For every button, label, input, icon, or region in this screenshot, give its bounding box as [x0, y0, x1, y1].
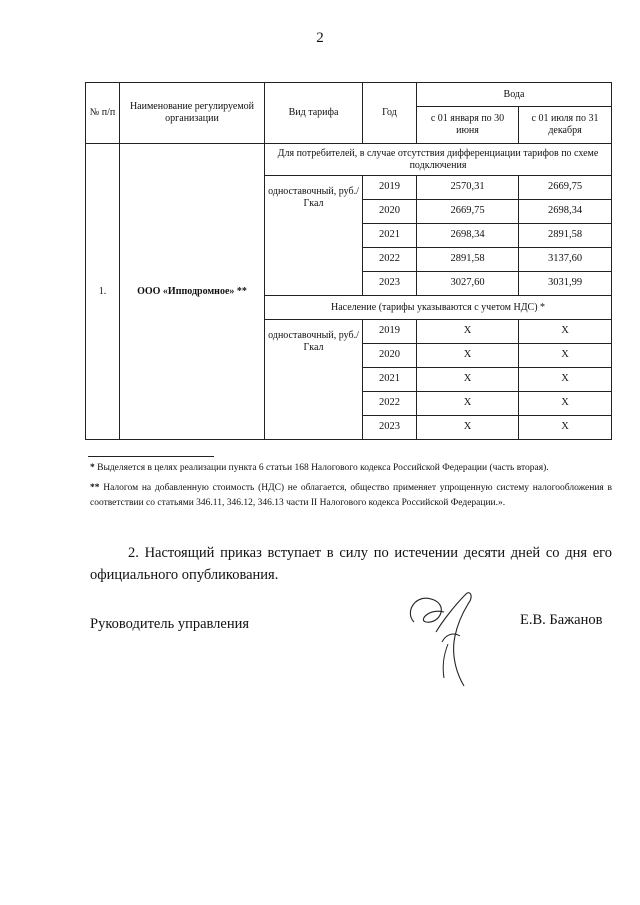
header-num: № п/п	[86, 83, 120, 144]
footnote-1	[90, 461, 612, 476]
signer-name: Е.В. Бажанов	[520, 612, 603, 628]
value-cell-period-2: X	[519, 344, 612, 368]
header-year: Год	[363, 83, 417, 144]
organization-name: ООО «Ипподромное» **	[120, 144, 265, 440]
footnote-1-text: Выделяется в целях реализации пункта 6 статьи 168 Налогового кодекса Российской Федерации (часть вторая).	[94, 463, 549, 473]
value-cell-period-1: 2669,75	[417, 200, 519, 224]
year-cell: 2021	[363, 368, 417, 392]
value-cell-period-2: 2669,75	[519, 176, 612, 200]
year-cell: 2023	[363, 272, 417, 296]
year-cell: 2019	[363, 320, 417, 344]
value-cell-period-1: 2891,58	[417, 248, 519, 272]
signature-image	[396, 582, 506, 692]
tariff-type-cell-1: одноставочный, руб./Гкал	[265, 176, 363, 296]
year-cell: 2022	[363, 392, 417, 416]
footnote-2-mark: **	[90, 483, 100, 493]
signer-title: Руководитель управления	[90, 616, 250, 632]
footnote-1-mark: *	[90, 463, 95, 473]
group-note-2: Население (тарифы указываются с учетом НДС) *	[265, 296, 612, 320]
footnote-2	[90, 481, 612, 511]
footnotes	[90, 461, 612, 516]
value-cell-period-1: 3027,60	[417, 272, 519, 296]
value-cell-period-2: 2891,58	[519, 224, 612, 248]
year-cell: 2019	[363, 176, 417, 200]
value-cell-period-2: X	[519, 368, 612, 392]
tariff-type-cell-2: одноставочный, руб./Гкал	[265, 320, 363, 440]
header-period-2: с 01 июля по 31 декабря	[519, 107, 612, 144]
value-cell-period-2: 3137,60	[519, 248, 612, 272]
order-paragraph: 2. Настоящий приказ вступает в силу по истечении десяти дней со дня его официального опубликования.	[90, 545, 612, 583]
footnote-divider	[88, 456, 214, 457]
value-cell-period-1: 2570,31	[417, 176, 519, 200]
value-cell-period-1: X	[417, 392, 519, 416]
year-cell: 2020	[363, 344, 417, 368]
header-period-1: с 01 января по 30 июня	[417, 107, 519, 144]
header-tariff-type: Вид тарифа	[265, 83, 363, 144]
header-org: Наименование регулируемой организации	[120, 83, 265, 144]
value-cell-period-2: 2698,34	[519, 200, 612, 224]
tariff-table	[85, 82, 612, 440]
value-cell-period-1: X	[417, 368, 519, 392]
year-cell: 2020	[363, 200, 417, 224]
value-cell-period-2: X	[519, 320, 612, 344]
year-cell: 2021	[363, 224, 417, 248]
group-note-1: Для потребителей, в случае отсутствия дифференциации тарифов по схеме подключения	[265, 144, 612, 176]
footnote-2-text: Налогом на добавленную стоимость (НДС) не облагается, общество применяет упрощенную систему налогообложения в соответствии со статьями 346.11, 346.12, 346.13 части II Налогового кодекса Российской Федерации.».	[90, 483, 612, 508]
value-cell-period-2: X	[519, 416, 612, 440]
row-number: 1.	[86, 144, 120, 440]
header-water: Вода	[417, 83, 612, 107]
year-cell: 2023	[363, 416, 417, 440]
value-cell-period-1: X	[417, 344, 519, 368]
value-cell-period-1: 2698,34	[417, 224, 519, 248]
year-cell: 2022	[363, 248, 417, 272]
value-cell-period-2: 3031,99	[519, 272, 612, 296]
value-cell-period-1: X	[417, 416, 519, 440]
value-cell-period-2: X	[519, 392, 612, 416]
value-cell-period-1: X	[417, 320, 519, 344]
page-number: 2	[316, 30, 324, 46]
